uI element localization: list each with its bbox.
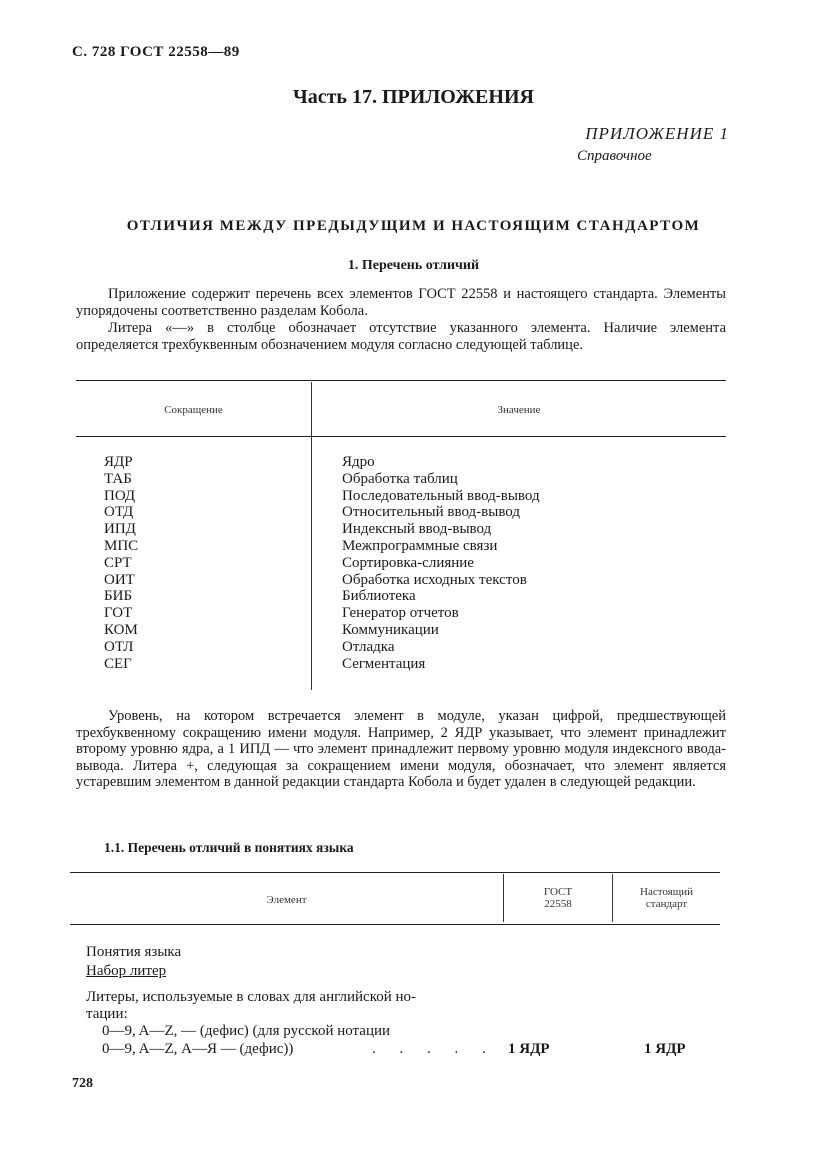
table-cell-meaning: Библиотека (342, 588, 416, 605)
meaning-column (342, 454, 540, 672)
table-cell-abbr: ЯДР (104, 454, 133, 470)
appendix-title: ПРИЛОЖЕНИЕ 1 (585, 124, 729, 143)
table-header-rule (76, 436, 726, 437)
table2-top-rule (70, 872, 720, 873)
table-cell-meaning: Коммуникации (342, 621, 439, 638)
table2-header-gost: ГОСТ 22558 (543, 886, 573, 910)
table-cell-abbr: ОИТ (104, 571, 135, 588)
table2-header-element: Элемент (266, 894, 307, 906)
letters-line-1: Литеры, используемые в словах для английской но- (86, 989, 417, 1005)
char-set-heading: Набор литер (86, 963, 167, 979)
table-column-divider (311, 382, 312, 690)
table-cell-abbr: СРТ (104, 554, 132, 571)
table-header-abbr: Сокращение (164, 404, 223, 416)
leader-dots: . . . . . (372, 1041, 496, 1057)
page-number: 728 (72, 1076, 93, 1091)
table-cell-abbr: ИПД (104, 521, 136, 538)
table-cell-meaning: Относительный ввод-вывод (342, 504, 520, 521)
page-header: С. 728 ГОСТ 22558—89 (72, 44, 240, 60)
subsection-title-differences: 1.1. Перечень отличий в понятиях языка (104, 840, 354, 855)
table-cell-abbr: СЕГ (104, 655, 132, 672)
table-cell-abbr: КОМ (104, 621, 138, 638)
table-cell-abbr: БИБ (104, 588, 133, 605)
table-cell-abbr: МПС (104, 537, 139, 554)
table-cell-abbr: ПОД (104, 487, 136, 504)
table-cell-abbr: ОТЛ (104, 638, 134, 655)
table-top-rule (76, 380, 726, 381)
table-cell-meaning: Последовательный ввод-вывод (342, 487, 540, 504)
table-cell-meaning: Ядро (342, 454, 375, 470)
letters-line-2: тации: (86, 1006, 128, 1022)
current-value: 1 ЯДР (644, 1041, 686, 1057)
table2-header-rule (70, 924, 720, 925)
table-cell-meaning: Межпрограммные связи (342, 537, 498, 554)
table-cell-meaning: Обработка таблиц (342, 470, 458, 487)
paragraph-levels: Уровень, на котором встречается элемент в модуле, указан цифрой, предшествующей трехбуквенному сокращению имени модуля. Например, 2 ЯДР указывает, что элемент принадлежит второму уровню ядра, а 1 ИПД — что элемент принадлежит первому уровню модуля индексного ввода-вывода. Литера +, следующая за сокращением имени модуля, обозначает, что элемент является устаревшим элементом в данной редакции стандарта Кобола и будет удален в следующей редакции. (76, 708, 726, 790)
gost-value: 1 ЯДР (508, 1041, 550, 1057)
abbr-column (104, 454, 138, 672)
section-title: ОТЛИЧИЯ МЕЖДУ ПРЕДЫДУЩИМ И НАСТОЯЩИМ СТАНДАРТОМ (126, 218, 701, 234)
appendix-subtitle: Справочное (577, 148, 652, 164)
part-title: Часть 17. ПРИЛОЖЕНИЯ (293, 86, 534, 108)
table-cell-meaning: Индексный ввод-вывод (342, 521, 492, 538)
concepts-heading: Понятия языка (86, 944, 182, 960)
table-cell-meaning: Обработка исходных текстов (342, 571, 527, 588)
subsection-title: 1. Перечень отличий (347, 258, 480, 273)
table-cell-abbr: ТАБ (104, 470, 132, 487)
table-cell-meaning: Генератор отчетов (342, 605, 459, 622)
table-cell-meaning: Сегментация (342, 655, 426, 672)
table-cell-abbr: ГОТ (104, 605, 133, 622)
paragraph-intro: Приложение содержит перечень всех элементов ГОСТ 22558 и настоящего стандарта. Элементы упорядочены соответственно разделам Кобола. (76, 286, 726, 319)
table-header-meaning: Значение (497, 404, 541, 416)
russian-notation-line-2: 0—9, A—Z, А—Я — (дефис)) (102, 1041, 294, 1057)
russian-notation-line: 0—9, A—Z, — (дефис) (для русской нотации (102, 1023, 391, 1039)
paragraph-legend: Литера «—» в столбце обозначает отсутствие указанного элемента. Наличие элемента определяется трехбуквенным обозначением модуля согласно следующей таблице. (76, 320, 726, 353)
table-cell-meaning: Отладка (342, 638, 395, 655)
table2-header-current: Настоящий стандарт (640, 886, 693, 910)
table-cell-meaning: Сортировка-слияние (342, 554, 474, 571)
table-cell-abbr: ОТД (104, 504, 134, 521)
